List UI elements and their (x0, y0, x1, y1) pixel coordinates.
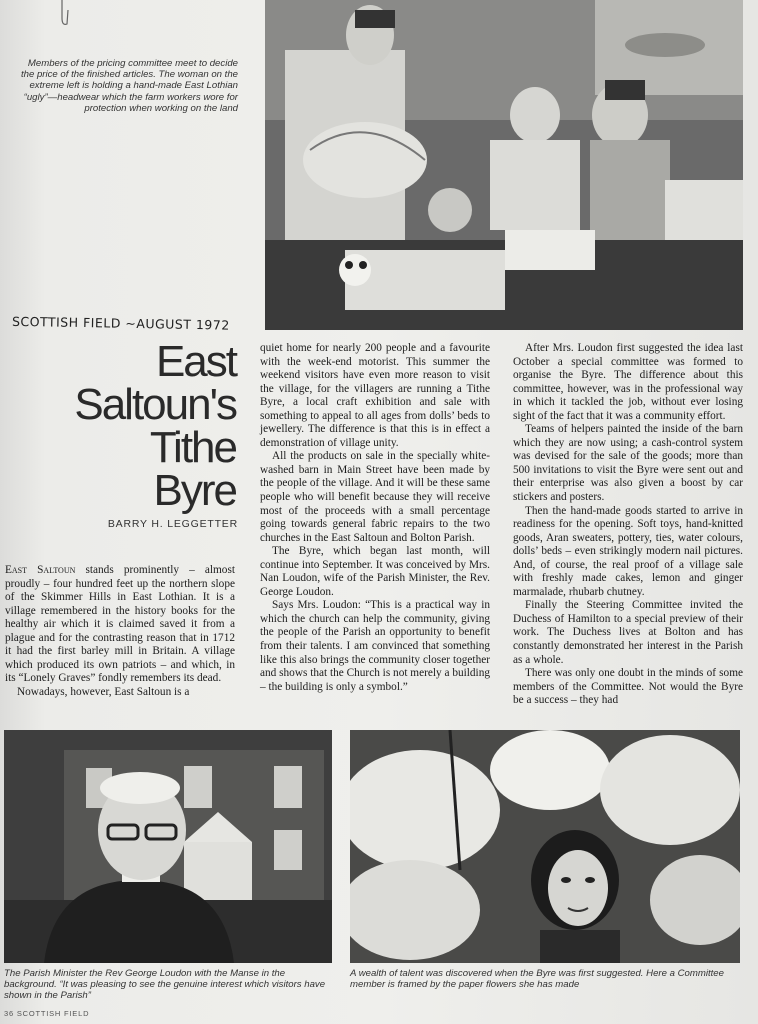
article-column-1 (5, 564, 235, 699)
headline-line-2: Saltoun's (74, 380, 236, 429)
staple-mark-icon (54, 0, 74, 30)
paragraph: There was only one doubt in the minds of some members of the Committee. Not would the Byre be a success – they had (513, 667, 743, 707)
paragraph: Then the hand-made goods started to arrive in readiness for the opening. Soft toys, hand-knitted goods, Aran sweaters, pottery, ties, water colours, dolls’ beds – even strikingly modern nail pictures. And, of course, the real proof of a village sale with freshly made cakes, lemon and ginger marmalade, rhubarb chutney. (513, 504, 743, 598)
paragraph: Teams of helpers painted the inside of the barn which they are now using; a cash-control system was devised for the sale of the goods; more than 500 invitations to visit the Byre were sent out and their enterprise was also given a boost by car stickers and posters. (513, 423, 743, 504)
paragraph: Finally the Steering Committee invited the Duchess of Hamilton to a special preview of their work. The Duchess lives at Bolton and has constantly demonstrated her interest in the Parish as a whole. (513, 599, 743, 666)
headline-line-4: Byre (153, 466, 236, 515)
page-footer: 36 SCOTTISH FIELD (4, 1009, 90, 1018)
photo-parish-minister (4, 730, 332, 963)
photo-paper-flowers (350, 730, 740, 963)
article-column-2 (260, 342, 490, 694)
author-byline: BARRY H. LEGGETTER (107, 518, 238, 530)
headline-line-1: East (155, 337, 236, 386)
paragraph: Nowadays, however, East Saltoun is a (17, 685, 190, 698)
paragraph: Says Mrs. Loudon: “This is a practical way in which the church can help the community, giving the people of the Parish an opportunity to benefit from their talents. I am convinced that something like this also brings the community closer together and shows that the Church is not merely a building – the building is only a symbol.” (260, 599, 490, 693)
paragraph: East Saltoun stands prominently – almost proudly – four hundred feet up the northern slope of the Skimmer Hills in East Lothian. It is a village remembered in the history books for the healthy air which it is claimed saved it from a plague and for the contrasting reason that in 1712 it had the first barley mill in Britain. A village which produced its own patriots – and which, in its “Lonely Graves” fondly remembers its dead. (5, 564, 235, 685)
caption-paper-flowers: A wealth of talent was discovered when the Byre was first suggested. Here a Committee member is framed by the paper flowers she has made (350, 968, 724, 991)
paragraph: quiet home for nearly 200 people and a favourite with the week-end motorist. This summer the weekend visitors have even more reason to visit the village, for the villagers are running a Tithe Byre, a local craft exhibition and sale with something to appeal to all ages from dolls’ beds to jewellery. The difference is that this is in effect a demonstration of village unity. (260, 342, 490, 449)
caption-parish-minister: The Parish Minister the Rev George Loudon with the Manse in the background. “It was pleasing to see the genuine interest which visitors have shown in the Parish” (4, 968, 326, 1002)
headline-line-3: Tithe (149, 423, 236, 472)
paragraph: The Byre, which began last month, will continue into September. It was conceived by Mrs. Nan Loudon, wife of the Parish Minister, the Rev. George Loudon. (260, 545, 490, 598)
handwritten-date-note: SCOTTISH FIELD ~AUGUST 1972 (11, 313, 230, 333)
article-headline (20, 337, 236, 515)
photo-pricing-committee (265, 0, 743, 330)
paragraph: After Mrs. Loudon first suggested the idea last October a special committee was formed to organise the Byre. The difference about this committee, however, was in the professional way in which it tackled the job, without ever losing sight of the fact that it was a community effort. (513, 342, 743, 422)
caption-pricing-committee: Members of the pricing committee meet to decide the price of the finished articles. The woman on the extreme left is holding a hand-made East Lothian “ugly”—headwear which the farm workers wore for protection when working on the land (20, 58, 238, 114)
paragraph: All the products on sale in the specially white-washed barn in Main Street have been made by the people of the village. And it will be these same people who will benefit because they will receive most of the proceeds with a small percentage going towards general fabric repairs to the two churches in the East Saltoun and Bolton Parish. (260, 450, 490, 544)
lead-in: East Saltoun (5, 564, 76, 576)
article-column-3 (513, 342, 743, 708)
